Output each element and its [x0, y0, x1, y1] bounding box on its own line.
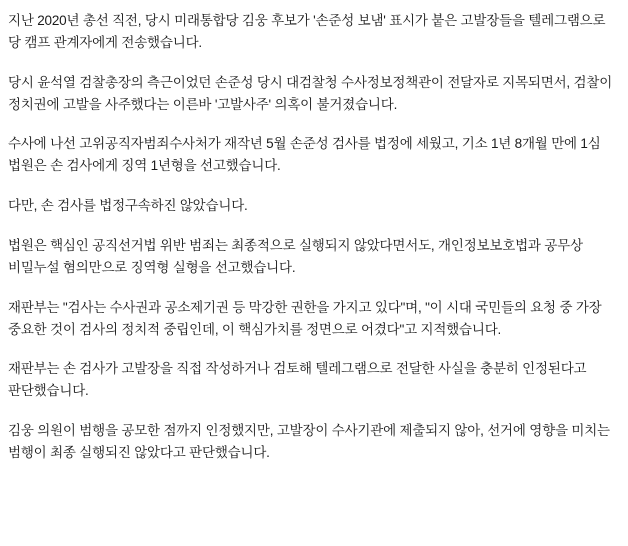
article-paragraph: 김웅 의원이 범행을 공모한 점까지 인정했지만, 고발장이 수사기관에 제출되지 않아, 선거에 영향을 미치는 범행이 최종 실행되진 않았다고 판단했습니다. [8, 423, 610, 461]
article-paragraph: 다만, 손 검사를 법정구속하진 않았습니다. [8, 198, 248, 214]
article-paragraph: 당시 윤석열 검찰총장의 측근이었던 손준성 당시 대검찰청 수사정보정책관이 전달자로 지목되면서, 검찰이 정치권에 고발을 사주했다는 이른바 '고발사주' 의혹이 불거졌습니다. [8, 74, 613, 112]
article-paragraph: 수사에 나선 고위공직자범죄수사처가 재작년 5월 손준성 검사를 법정에 세웠고, 기소 1년 8개월 만에 1심 법원은 손 검사에게 징역 1년형을 선고했습니다. [8, 136, 601, 174]
article-paragraph: 법원은 핵심인 공직선거법 위반 범죄는 최종적으로 실행되지 않았다면서도, 개인정보보호법과 공무상 비밀누설 혐의만으로 징역형 실형을 선고했습니다. [8, 238, 583, 275]
article-paragraph: 재판부는 손 검사가 고발장을 직접 작성하거나 검토해 텔레그램으로 전달한 사실을 충분히 인정된다고 판단했습니다. [8, 361, 587, 399]
article-paragraph: 지난 2020년 총선 직전, 당시 미래통합당 김웅 후보가 '손준성 보냄' 표시가 붙은 고발장들을 텔레그램으로 당 캠프 관계자에게 전송했습니다. [8, 13, 606, 50]
article-paragraph: 재판부는 "검사는 수사권과 공소제기권 등 막강한 권한을 가지고 있다"며, "이 시대 국민들의 요청 중 가장 중요한 것이 검사의 정치적 중립인데, 이 핵심가치를 정면으로 어겼다"고 지적했습니다. [8, 299, 602, 337]
